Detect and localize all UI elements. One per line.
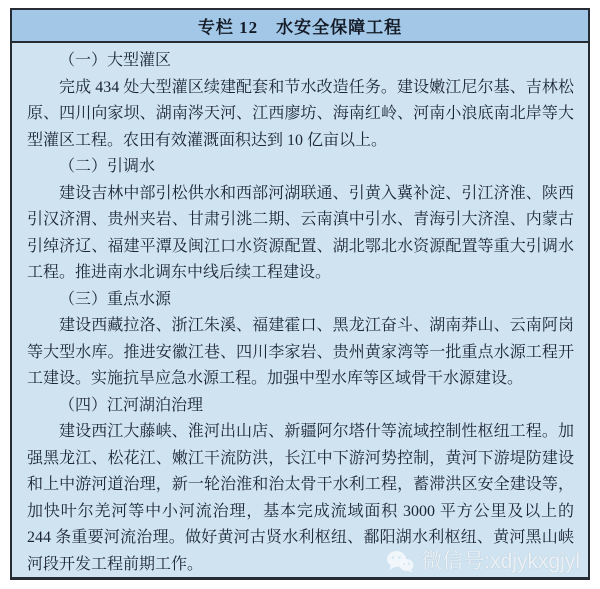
panel-header (12, 10, 588, 43)
section-key-water-sources (27, 287, 574, 393)
section-heading: （二）引调水 (59, 158, 156, 175)
section-paragraph: 建设西藏拉洛、浙江朱溪、福建霍口、黑龙江奋斗、湖南莽山、云南阿岗等大型水库。推进安徽江巷、四川李家岩、贵州黄家湾等一批重点水源工程开工建设。实施抗旱应急水源工程。加强中型水库等区域骨干水源建设。 (27, 317, 574, 387)
watermark-text: 微信号:xdjykxgjyl (421, 549, 580, 573)
section-paragraph: 建设吉林中部引松供水和西部河湖联通、引黄入冀补淀、引江济淮、陕西引汉济渭、贵州夹岩、甘肃引洮二期、云南滇中引水、青海引大济湟、内蒙古引绰济辽、福建平潭及闽江口水资源配置、湖北鄂北水资源配置等重大引调水工程。推进南水北调东中线后续工程建设。 (27, 184, 574, 281)
section-paragraph: 建设西江大藤峡、淮河出山店、新疆阿尔塔什等流域控制性枢纽工程。加强黑龙江、松花江、嫩江干流防洪，长江中下游河势控制，黄河下游堤防建设和上中游河道治理，新一轮治淮和治太骨干水利工程，蓄滞洪区安全建设等，加快叶尔羌河等中小河流治理，基本完成流域面积 3000 平方公里及以上的 244 条重要河流治理。做好黄河古贤水利枢纽、鄱阳湖水利枢纽、黄河黑山峡河段开发工程前期工作。 (27, 423, 574, 573)
section-heading: （四）江河湖泊治理 (59, 396, 204, 414)
panel-title: 专栏 12 水安全保障工程 (197, 18, 403, 37)
section-heading: （三）重点水源 (59, 290, 172, 308)
section-river-lake-management (27, 393, 574, 579)
section-large-irrigation (27, 48, 574, 154)
section-heading: （一）大型灌区 (59, 52, 172, 69)
water-security-panel (10, 8, 590, 580)
panel-body (12, 43, 588, 577)
section-paragraph: 完成 434 处大型灌区续建配套和节水改造任务。建设嫩江尼尔基、吉林松原、四川向家坝、湖南涔天河、江西廖坊、海南红岭、河南小浪底南北岸等大型灌区工程。农田有效灌溉面积达到 10 亿亩以上。 (27, 78, 574, 149)
section-water-diversion (27, 154, 574, 287)
